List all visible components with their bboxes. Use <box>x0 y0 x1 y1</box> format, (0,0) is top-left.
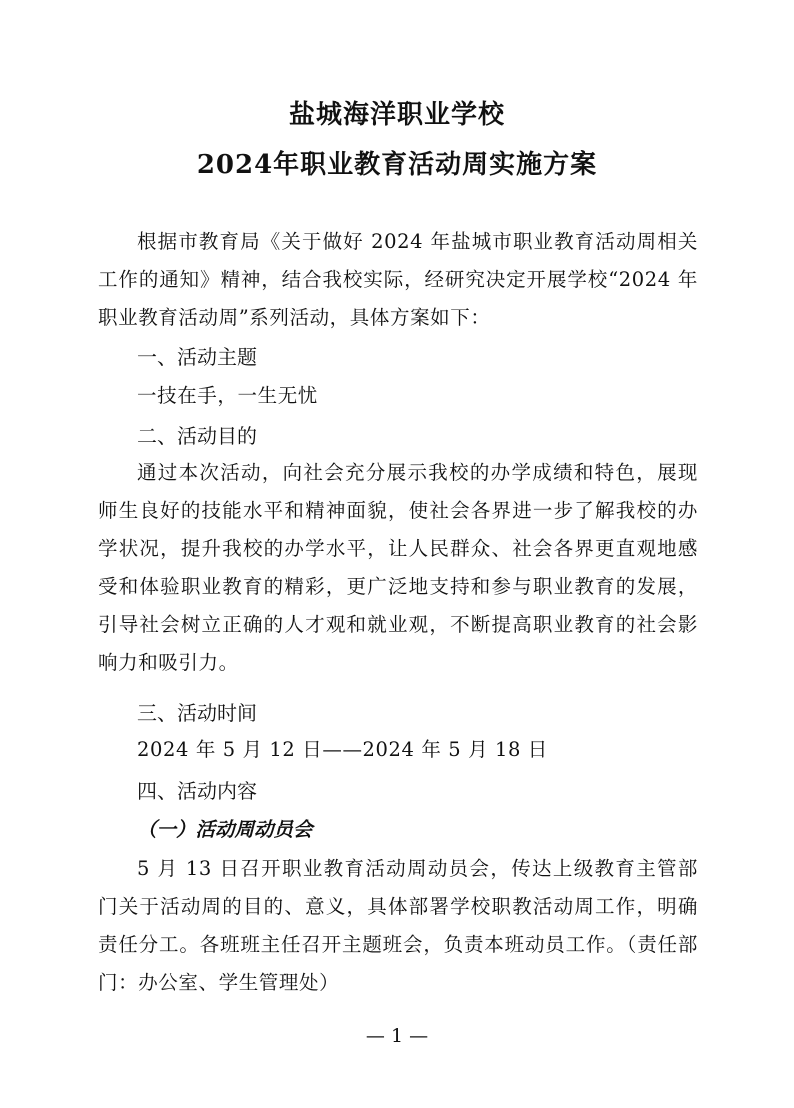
section-body-time: 2024 年 5 月 12 日——2024 年 5 月 18 日 <box>137 738 548 761</box>
page-number: — 1 — <box>365 1025 429 1047</box>
intro-paragraph: 根据市教育局《关于做好 2024 年盐城市职业教育活动周相关工作的通知》精神，结合我校实际，经研究决定开展学校“2024 年职业教育活动周”系列活动，具体方案如下： <box>98 230 698 329</box>
document-title-line1: 盐城海洋职业学校 <box>288 100 505 130</box>
section-body-mobilization: 5 月 13 日召开职业教育活动周动员会，传达上级教育主管部门关于活动周的目的、意义，具体部署学校职教活动周工作，明确责任分工。各班班主任召开主题班会，负责本班动员工作。（责任部门：办公室、学生管理处） <box>98 857 698 994</box>
section-body-theme: 一技在手，一生无忧 <box>137 384 318 407</box>
section-heading-time: 三、活动时间 <box>137 701 257 725</box>
section-heading-content: 四、活动内容 <box>137 779 257 803</box>
section-heading-theme: 一、活动主题 <box>137 345 257 369</box>
section-body-purpose: 通过本次活动，向社会充分展示我校的办学成绩和特色，展现师生良好的技能水平和精神面貌，使社会各界进一步了解我校的办学状况，提升我校的办学水平，让人民群众、社会各界更直观地感受和体验职业教育的精彩，更广泛地支持和参与职业教育的发展，引导社会树立正确的人才观和就业观，不断提高职业教育的社会影响力和吸引力。 <box>98 461 698 674</box>
section-heading-purpose: 二、活动目的 <box>137 424 257 448</box>
subsection-heading-mobilization: （一）活动周动员会 <box>137 818 313 841</box>
document-title-line2: 2024年职业教育活动周实施方案 <box>196 150 598 180</box>
